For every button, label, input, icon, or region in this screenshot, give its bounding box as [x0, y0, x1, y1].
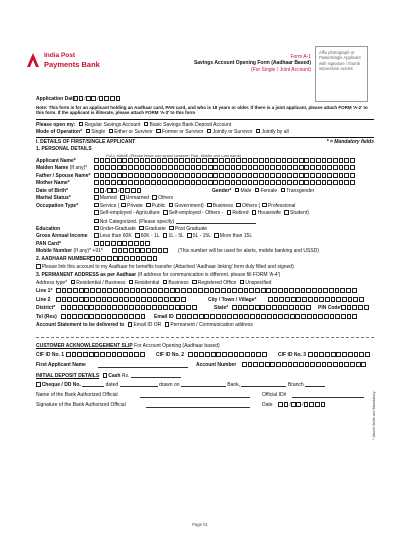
- cif3-boxes[interactable]: [308, 352, 371, 359]
- section1-title: I. DETAILS OF FIRST/SINGLE APPLICANT: [36, 139, 136, 146]
- mother-name-label: Mother Name*: [36, 180, 70, 187]
- cif1-label: CIF ID No. 1: [36, 352, 65, 359]
- city-label: City / Town / Village*: [208, 296, 257, 303]
- gender-group: [212, 188, 314, 195]
- gender-male-label: Male: [240, 187, 252, 194]
- officer-sign-label: Signature of the Bank Authorized Official: [36, 402, 126, 409]
- cash-amount-line[interactable]: [131, 372, 181, 378]
- occ-retired-checkbox[interactable]: [227, 210, 232, 215]
- mother-name-row: [36, 180, 374, 188]
- occ-housewife-label: Housewife: [257, 210, 281, 217]
- income-gt15l-label: More than 15L: [219, 233, 253, 240]
- op-jointly-all-checkbox[interactable]: [256, 129, 261, 134]
- edu-graduate-checkbox[interactable]: [139, 226, 144, 231]
- occ-specify-line[interactable]: [176, 218, 256, 224]
- occ-private-checkbox[interactable]: [121, 203, 126, 208]
- official-id-line[interactable]: [292, 392, 364, 398]
- maiden-name-suffix: (If any)*: [69, 165, 88, 172]
- personal-details-title: 1. PERSONAL DETAILS: [36, 146, 92, 153]
- occ-others-checkbox[interactable]: [236, 203, 241, 208]
- aadhaar-row: [36, 256, 374, 264]
- occupation-row-3: [36, 218, 374, 226]
- statement-address-checkbox[interactable]: [165, 322, 170, 327]
- op-single-checkbox[interactable]: [86, 129, 91, 134]
- address-title-note: (If address for communication is different, please fill FORM 'A-4'): [137, 272, 281, 279]
- edu-undergrad-checkbox[interactable]: [94, 226, 99, 231]
- page-number: Page 01: [192, 522, 208, 527]
- applicant-name-boxes[interactable]: [94, 158, 356, 165]
- email-label: Email ID: [154, 313, 174, 320]
- dob-boxes[interactable]: / /: [94, 188, 142, 195]
- income-row: [36, 233, 374, 241]
- fullname-note: FULL NAME (Please leave one space between First, Middle and Last name): [106, 152, 242, 158]
- tel-label: Tel (Res): [36, 313, 57, 320]
- basic-savings-checkbox[interactable]: [144, 122, 149, 127]
- occ-self-others-checkbox[interactable]: [163, 210, 168, 215]
- statement-email-label: Email ID: [133, 322, 153, 329]
- occ-agriculture-label: Self-employed - Agriculture: [99, 210, 160, 217]
- income-1l-5l-checkbox[interactable]: [163, 233, 168, 238]
- addr-unspecified-label: Unspecified: [245, 279, 272, 286]
- india-post-logo-icon: [26, 52, 40, 68]
- occ-student-label: Student): [290, 210, 309, 217]
- regular-savings-checkbox[interactable]: [79, 122, 84, 127]
- addr-registered-checkbox[interactable]: [192, 280, 197, 285]
- address-title-row: [36, 272, 374, 280]
- marital-row: [36, 195, 374, 203]
- income-1l-5l-label: 1L - 5L: [168, 233, 184, 240]
- aadhaar-title: 2. AADHAAR NUMBER*: [36, 256, 92, 263]
- deposit-title: INITIAL DEPOSIT DETAILS: [36, 373, 100, 380]
- slip-title-note: For Account Opening (Aadhaar based): [134, 343, 220, 350]
- cut-dashed-line: [36, 337, 374, 338]
- marital-others-checkbox[interactable]: [152, 195, 157, 200]
- occupation-row-1: [36, 203, 374, 211]
- occupation-label: Occupation Type*: [36, 202, 79, 209]
- district-label: District*: [36, 305, 56, 312]
- first-applicant-line[interactable]: [98, 362, 188, 368]
- slip-date-boxes[interactable]: / /: [278, 402, 326, 409]
- operation-row: [36, 129, 374, 137]
- drawn-on-label: drawn on: [158, 382, 180, 389]
- bank-line[interactable]: [241, 381, 286, 387]
- branch-label: Branch: [287, 382, 304, 389]
- addr-unspecified-checkbox[interactable]: [240, 280, 245, 285]
- occ-government-label: Government): [174, 202, 204, 209]
- account-number-boxes[interactable]: [242, 362, 367, 369]
- mobile-note: (This number will be used for alerts, mobile banking and USSD): [178, 248, 319, 255]
- maiden-name-label: Maiden Name: [36, 165, 69, 172]
- occ-not-categorized-label: Not Categorized. (Please specify): [99, 218, 175, 225]
- unmarried-checkbox[interactable]: [120, 195, 125, 200]
- tel-boxes[interactable]: [61, 314, 146, 321]
- form-note: Note: This form is for an applicant holding an Aadhaar card, PAN card, and who is 18 years or older. If there is a joint applicant, please attach FORM 'A-2' to this form. If the applicant is illiterate, please attach FORM 'A-3' to this form: [36, 104, 368, 116]
- addr-business-label: Business: [168, 279, 189, 286]
- application-date-boxes[interactable]: / /: [73, 96, 121, 103]
- photo-box[interactable]: [315, 46, 368, 102]
- form-header: [194, 54, 311, 73]
- mobile-label: Mobile Number: [36, 248, 73, 255]
- tel-email-row: [36, 314, 374, 323]
- pin-boxes[interactable]: [341, 305, 369, 312]
- statement-label: Account Statement to be delivered to: [36, 322, 125, 329]
- aadhaar-link-row: [36, 264, 374, 272]
- aadhaar-boxes[interactable]: [90, 256, 158, 263]
- cheque-label: Cheque / DD No.: [41, 382, 81, 389]
- application-date-label: Application Date: [36, 96, 76, 102]
- income-60k-1l-label: 60K - 1L: [140, 233, 160, 240]
- unmarried-label: Unmarried: [125, 195, 150, 202]
- drawn-on-line[interactable]: [181, 381, 226, 387]
- marital-others-label: Others: [158, 195, 174, 202]
- income-gt15l-checkbox[interactable]: [214, 233, 219, 238]
- occ-professional-checkbox[interactable]: [262, 203, 267, 208]
- account-number-label: Account Number: [196, 362, 237, 369]
- mobile-boxes[interactable]: [112, 248, 169, 255]
- pin-label: PIN Code*: [318, 305, 343, 312]
- occ-agriculture-checkbox[interactable]: [94, 210, 99, 215]
- edu-postgrad-checkbox[interactable]: [169, 226, 174, 231]
- dated-label: dated: [105, 382, 119, 389]
- occ-government-checkbox[interactable]: [169, 203, 174, 208]
- addr-res-bus-checkbox[interactable]: [71, 280, 76, 285]
- education-options: [94, 226, 207, 233]
- occ-service-label: Service: [99, 202, 117, 209]
- addr-res-bus-label: Residential / Business: [76, 279, 126, 286]
- address-line2-label: Line 2: [36, 296, 51, 303]
- form-title: Savings Account Opening Form (Aadhaar Based): [193, 60, 311, 67]
- address-line1-label: Line 1*: [36, 288, 53, 295]
- open-account-row: [36, 119, 374, 129]
- pan-boxes[interactable]: [94, 241, 151, 248]
- pan-label: PAN Card*: [36, 240, 61, 247]
- dated-line[interactable]: [120, 381, 158, 387]
- op-jointly-survivor-checkbox[interactable]: [207, 129, 212, 134]
- cheque-checkbox[interactable]: [36, 382, 41, 387]
- application-date-row: [36, 96, 374, 103]
- cif2-label: CIF ID No. 2: [156, 352, 185, 359]
- op-former-checkbox[interactable]: [156, 129, 161, 134]
- officer-name-line[interactable]: [140, 392, 250, 398]
- section1-header: [36, 137, 374, 147]
- address-line2-row: [36, 297, 374, 306]
- occupation-options-1: Service ( Private Public Government) Business Others ( Professional: [94, 203, 295, 210]
- statement-row: [36, 322, 374, 331]
- mobile-suffix: (If any)* +91*: [73, 248, 103, 255]
- open-account-label: Please open my:: [36, 121, 76, 128]
- rs-label: Rs.: [121, 373, 130, 380]
- income-5l-15l-checkbox[interactable]: [187, 233, 192, 238]
- state-label: State*: [214, 305, 229, 312]
- first-applicant-label: First Applicant Name: [36, 362, 86, 369]
- address-type-label: Address type*: [36, 279, 68, 286]
- gender-female-checkbox[interactable]: [255, 188, 260, 193]
- cheque-no-line[interactable]: [82, 381, 104, 387]
- addr-business-checkbox[interactable]: [163, 280, 168, 285]
- statement-or: OR: [153, 322, 162, 329]
- op-either-checkbox[interactable]: [109, 129, 114, 134]
- email-boxes[interactable]: [176, 314, 358, 321]
- officer-sign-row: [36, 402, 374, 412]
- form-body: [36, 96, 374, 412]
- addr-residential-label: Residential: [134, 279, 160, 286]
- aadhaar-link-text: Please link this account to my Aadhaar for benefits transfer (Attached 'Aadhaar linking' form duly filled and signed): [41, 264, 294, 271]
- occ-private-label: Private: [127, 202, 143, 209]
- officer-sign-line[interactable]: [146, 402, 250, 408]
- op-jointly-survivor-label: Jointly or Survivor: [212, 128, 253, 135]
- income-60k-1l-checkbox[interactable]: [135, 233, 140, 238]
- cash-checkbox[interactable]: [103, 373, 108, 378]
- occ-business-label: Business: [212, 202, 234, 209]
- operation-label: Mode of Operation*: [36, 128, 83, 135]
- side-mandatory-note: * Above fields are Mandatory: [372, 391, 376, 440]
- officer-name-row: [36, 392, 374, 402]
- deposit-row: [36, 372, 374, 381]
- education-label: Education: [36, 225, 61, 232]
- op-former-label: Former or Survivor: [161, 128, 204, 135]
- occ-others-label: Others (: [242, 202, 261, 209]
- occ-student-checkbox[interactable]: [284, 210, 289, 215]
- income-label: Gross Annual Income: [36, 233, 88, 240]
- cut-line: [36, 331, 374, 343]
- branch-line[interactable]: [305, 381, 325, 387]
- regular-savings-label: Regular Savings Account: [84, 121, 141, 128]
- cif2-boxes[interactable]: [188, 352, 268, 359]
- photo-box-text: Affix photograph or Paste/Single Applicant with signature / thumb impression across: [319, 50, 361, 71]
- gender-male-checkbox[interactable]: [235, 188, 240, 193]
- occ-public-checkbox[interactable]: [146, 203, 151, 208]
- state-boxes[interactable]: [232, 305, 312, 312]
- occ-service-checkbox[interactable]: [94, 203, 99, 208]
- pan-row: [36, 241, 374, 249]
- form-subtitle: (For Single / Joint Account): [250, 66, 311, 73]
- marital-options: [94, 195, 173, 202]
- address-type-row: [36, 280, 374, 289]
- income-lt60k-checkbox[interactable]: [94, 233, 99, 238]
- occ-business-checkbox[interactable]: [207, 203, 212, 208]
- op-jointly-all-label: Jointly by all: [261, 128, 289, 135]
- applicant-name-label: Applicant Name*: [36, 157, 76, 164]
- income-lt60k-label: Less than 60K: [99, 233, 132, 240]
- statement-email-checkbox[interactable]: [128, 322, 133, 327]
- addr-registered-label: Registered Office: [197, 279, 237, 286]
- maiden-name-row: [36, 165, 374, 173]
- education-row: [36, 226, 374, 234]
- slip-title: CUSTOMER ACKNOWLEDGEMENT SLIP: [36, 343, 133, 350]
- slip-date-label: Date: [262, 402, 273, 409]
- address-line1-row: [36, 288, 374, 297]
- edu-postgrad-label: Post Graduate: [174, 225, 208, 232]
- cheque-row: [36, 381, 374, 392]
- op-single-label: Single: [91, 128, 106, 135]
- address-line2-boxes[interactable]: [56, 297, 187, 304]
- occ-professional-label: Professional: [267, 202, 296, 209]
- city-boxes[interactable]: [268, 297, 365, 304]
- mother-name-boxes[interactable]: [94, 180, 356, 187]
- district-boxes[interactable]: [61, 305, 198, 312]
- gender-label: Gender*: [212, 187, 232, 194]
- cash-label: Cash: [108, 373, 121, 380]
- basic-savings-label: Basic Savings Bank Deposit Account: [149, 121, 232, 128]
- dob-label: Date of Birth*: [36, 187, 68, 194]
- maiden-name-boxes[interactable]: [94, 165, 356, 172]
- married-label: Married: [99, 195, 117, 202]
- marital-label: Marital Status*: [36, 195, 71, 202]
- address-line1-boxes[interactable]: [56, 288, 357, 295]
- aadhaar-link-checkbox[interactable]: [36, 264, 41, 269]
- cif-row: [36, 352, 374, 362]
- cif3-label: CIF ID No. 3: [278, 352, 307, 359]
- occ-housewife-checkbox[interactable]: [252, 210, 257, 215]
- edu-undergrad-label: Under-Graduate: [99, 225, 136, 232]
- addr-residential-checkbox[interactable]: [129, 280, 134, 285]
- form-number: Form A-1: [290, 54, 311, 60]
- father-name-row: [36, 173, 374, 181]
- father-name-label: Father / Spouse Name*: [36, 172, 91, 179]
- gender-female-label: Female: [260, 187, 278, 194]
- gender-transgender-label: Transgender: [286, 187, 315, 194]
- income-5l-15l-label: 5L - 15L: [192, 233, 211, 240]
- occ-not-categorized-checkbox[interactable]: [94, 219, 99, 224]
- logo-line2: Payments Bank: [44, 60, 100, 69]
- op-either-label: Either or Survivor: [114, 128, 153, 135]
- officer-name-label: Name of the Bank Authorized Official: [36, 392, 118, 399]
- income-options: [94, 233, 252, 240]
- occ-public-label: Public: [151, 202, 166, 209]
- occupation-row-2: [36, 210, 374, 218]
- applicant-name-row: [36, 158, 374, 166]
- occupation-options-3: [94, 218, 256, 226]
- gender-transgender-checkbox[interactable]: [281, 188, 286, 193]
- bank-label: Bank,: [227, 382, 241, 389]
- edu-graduate-label: Graduate: [144, 225, 166, 232]
- married-checkbox[interactable]: [94, 195, 99, 200]
- father-name-boxes[interactable]: [94, 173, 356, 180]
- occupation-options-2: Self-employed - Agriculture Self-employed - Others - Retired Housewife Student): [94, 210, 309, 217]
- district-row: [36, 305, 374, 314]
- statement-address-label: Permanent / Communication address: [170, 322, 253, 329]
- mandatory-note: * = Mandatory fields: [326, 139, 374, 146]
- first-applicant-row: [36, 362, 374, 372]
- occ-retired-label: Retired: [232, 210, 249, 217]
- cif1-boxes[interactable]: [66, 352, 146, 359]
- mobile-row: [36, 248, 374, 256]
- official-id-label: Official ID#: [262, 392, 287, 399]
- logo-line1: India Post: [44, 52, 76, 59]
- slip-title-row: [36, 343, 374, 352]
- occ-self-others-label: Self-employed - Others: [168, 210, 221, 217]
- address-title: 3. PERMANENT ADDRESS as per Aadhaar: [36, 272, 137, 279]
- dob-row: [36, 188, 374, 196]
